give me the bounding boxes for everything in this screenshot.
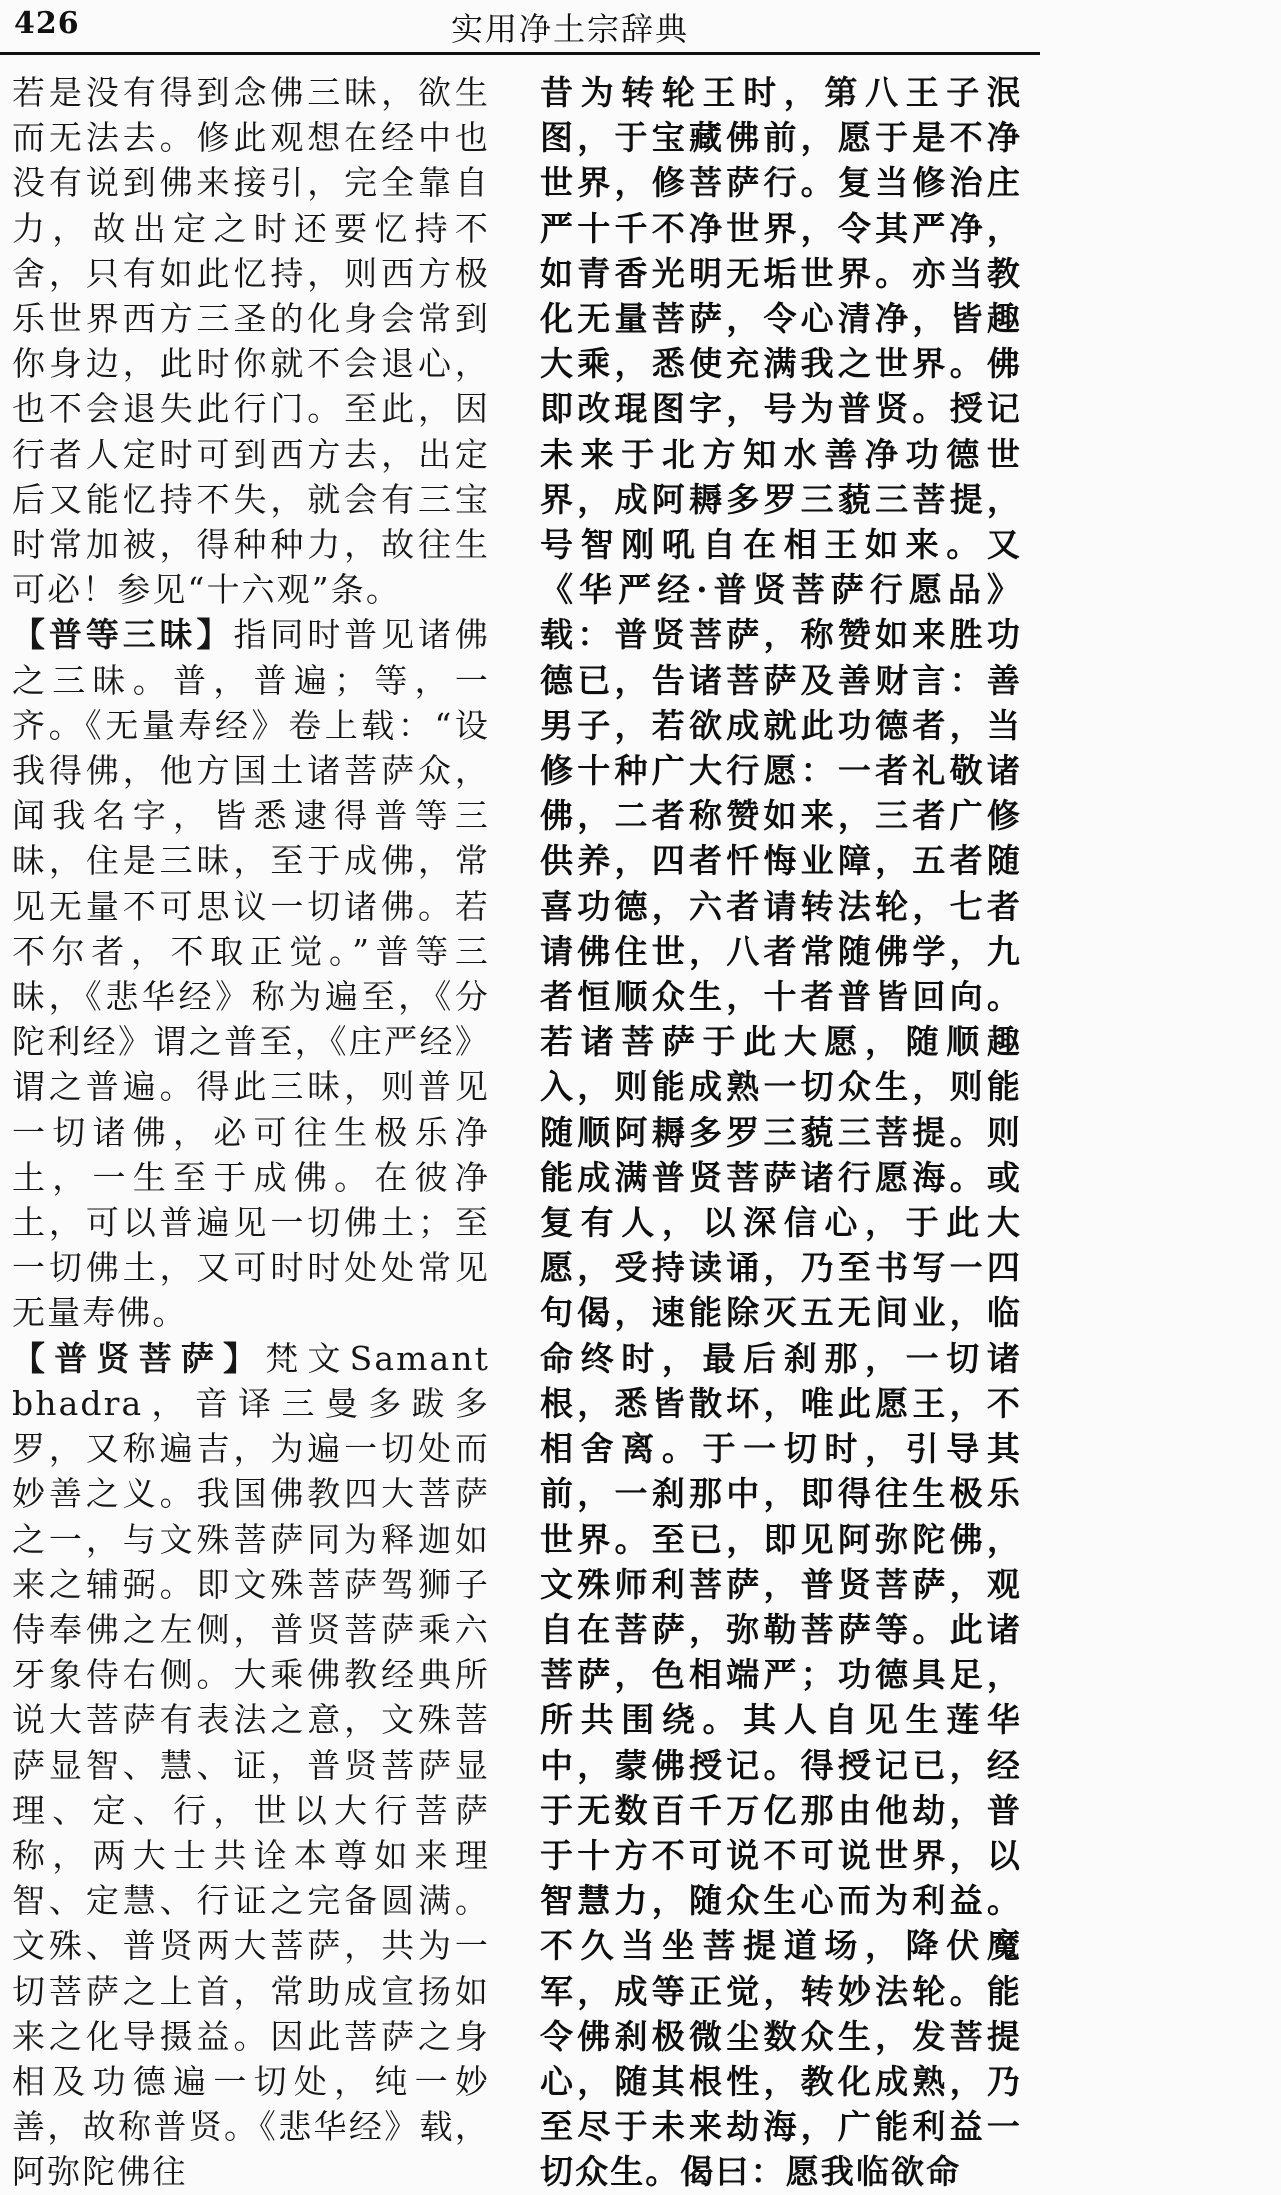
header-rule	[0, 52, 1040, 55]
page-header	[0, 0, 1281, 64]
entry-headword: 【普等三昧】	[12, 615, 234, 655]
entry-putong-sanmei	[12, 612, 490, 1335]
paragraph-continued: 若是没有得到念佛三昧，欲生而无法去。修此观想在经中也没有说到佛来接引，完全靠自力，故出定之时还要忆持不舍，只有如此忆持，则西方极乐世界西方三圣的化身会常到你身边，此时你就不会退心，也不会退失此行门。至此，因行者人定时可到西方去，出定后又能忆持不失，就会有三宝时常加被，得种种力，故往生可必！参见“十六观”条。	[12, 73, 490, 610]
entry-puxian-pusa	[12, 1336, 490, 2195]
entry-body: 指同时普见诸佛之三昧。普，普遍；等，一齐。《无量寿经》卷上载：“设我得佛，他方国土诸菩萨众，闻我名字，皆悉逮得普等三昧，住是三昧，至于成佛，常见无量不可思议一切诸佛。若不尔者，不取正觉。”普等三昧，《悲华经》称为遍至，《分陀利经》谓之普至，《庄严经》谓之普遍。得此三昧，则普见一切诸佛，必可往生极乐净土，一生至于成佛。在彼净土，可以普遍见一切佛土；至一切佛土，又可时时处处常见无量寿佛。	[12, 615, 490, 1333]
entry-headword: 【普贤菩萨】	[12, 1338, 266, 1378]
page-number: 426	[14, 6, 80, 41]
left-column	[12, 70, 490, 2195]
entry-body: 梵文Samant bhadra，音译三曼多跋多罗，又称遍吉，为遍一切处而妙善之义。我国佛教四大菩萨之一，与文殊菩萨同为释迦如来之辅弼。即文殊菩萨驾狮子侍奉佛之左侧，普贤菩萨乘六牙象侍右侧。大乘佛教经典所说大菩萨有表法之意，文殊菩萨显智、慧、证，普贤菩萨显理、定、行，世以大行菩萨称，两大士共诠本尊如来理智、定慧、行证之完备圆满。文殊、普贤两大菩萨，共为一切菩萨之上首，常助成宣扬如来之化导摄益。因此菩萨之身相及功德遍一切处，纯一妙善，故称普贤。《悲华经》载，阿弥陀佛往	[12, 1338, 491, 2192]
running-title: 实用净土宗辞典	[450, 10, 689, 48]
paragraph-continued: 昔为转轮王时，第八王子泯图，于宝藏佛前，愿于是不净世界，修菩萨行。复当修治庄严十千不净世界，令其严净，如青香光明无垢世界。亦当教化无量菩萨，令心清净，皆趣大乘，悉使充满我之世界。佛即改琨图字，号为普贤。授记未来于北方知水善净功德世界，成阿耨多罗三藐三菩提，号智刚吼自在相王如来。又《华严经·普贤菩萨行愿品》载：普贤菩萨，称赞如来胜功德已，告诸菩萨及善财言：善男子，若欲成就此功德者，当修十种广大行愿：一者礼敬诸佛，二者称赞如来，三者广修供养，四者忏悔业障，五者随喜功德，六者请转法轮，七者请佛住世，八者常随佛学，九者恒顺众生，十者普皆回向。若诸菩萨于此大愿，随顺趣入，则能成熟一切众生，则能随顺阿耨多罗三藐三菩提。则能成满普贤菩萨诸行愿海。或复有人，以深信心，于此大愿，受持读诵，乃至书写一四句偈，速能除灭五无间业，临命终时，最后刹那，一切诸根，悉皆散坏，唯此愿王，不相舍离。于一切时，引导其前，一刹那中，即得往生极乐世界。至已，即见阿弥陀佛，文殊师利菩萨，普贤菩萨，观自在菩萨，弥勒菩萨等。此诸菩萨，色相端严；功德具足，所共围绕。其人自见生莲华中，蒙佛授记。得授记已，经于无数百千万亿那由他劫，普于十方不可说不可说世界，以智慧力，随众生心而为利益。不久当坐菩提道场，降伏魔军，成等正觉，转妙法轮。能令佛刹极微尘数众生，发菩提心，随其根性，教化成熟，乃至尽于未来劫海，广能利益一切众生。偈曰：愿我临欲命	[540, 73, 1022, 2192]
right-column	[540, 70, 1022, 2195]
